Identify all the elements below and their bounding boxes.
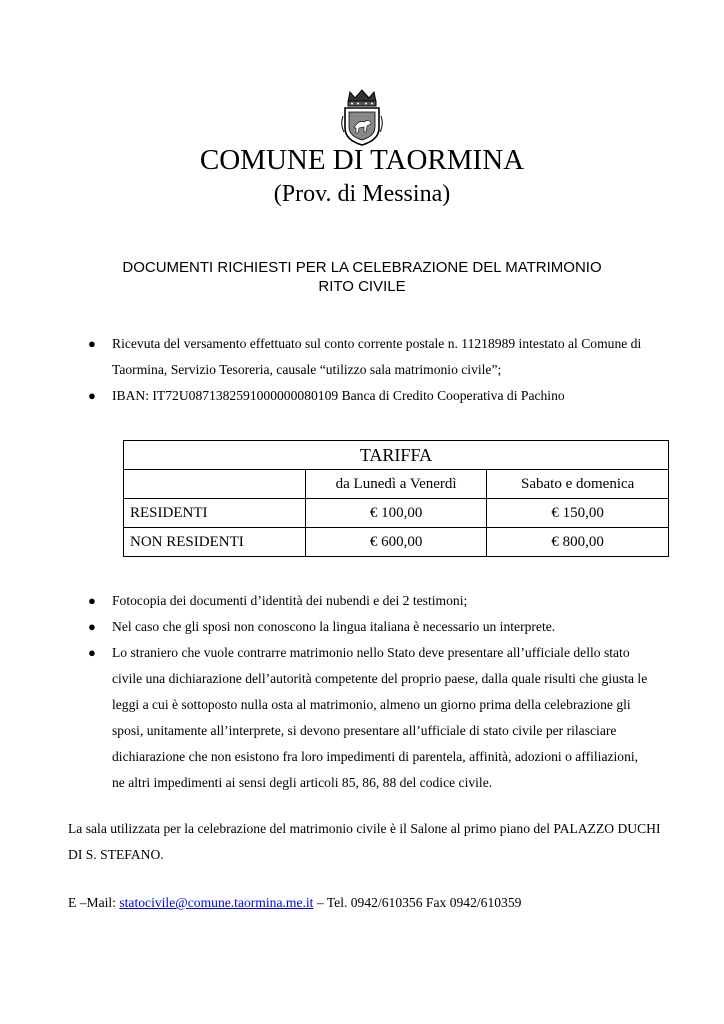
list-item — [88, 383, 648, 409]
table-header-row — [124, 470, 669, 499]
page-title: COMUNE DI TAORMINA — [199, 144, 525, 176]
list-item-text: Ricevuta del versamento effettuato sul conto corrente postale n. 11218989 intestato al Comune di Taormina, Servizio Tesoreria, causale “utilizzo sala matrimonio civile”; — [112, 336, 642, 377]
weekend-price: € 800,00 — [487, 528, 669, 557]
bullet-icon: ● — [88, 336, 96, 351]
bullet-icon: ● — [88, 645, 96, 660]
email-prefix: E –Mail: — [68, 895, 120, 910]
list-item-text: Lo straniero che vuole contrarre matrimonio nello Stato deve presentare all’ufficiale dello stato civile una dichiarazione dell’autorità competente del proprio paese, dalla quale risulti che giusta le leggi a cui è sottoposto nulla osta al matrimonio, almeno un giorno prima della celebrazione gli sposi, unitamente all’interprete, si devono presentare all’ufficiale di stato civile per rilasciare dichiarazione che non esistono fra loro impedimenti di parentela, affinità, adozioni o affiliazioni, ne altri impedimenti ai sensi degli articoli 85, 86, 88 del codice civile. — [112, 645, 648, 790]
table-row — [124, 499, 669, 528]
weekday-price: € 100,00 — [305, 499, 486, 528]
requirements-list-bottom — [88, 588, 648, 796]
list-item-text: Fotocopia dei documenti d’identità dei nubendi e dei 2 testimoni; — [112, 593, 468, 608]
email-link[interactable]: statocivile@comune.taormina.me.it — [119, 895, 314, 910]
row-label: NON RESIDENTI — [124, 528, 306, 557]
requirements-list-top — [88, 331, 648, 409]
document-heading-line1: DOCUMENTI RICHIESTI PER LA CELEBRAZIONE DEL MATRIMONIO — [122, 259, 602, 276]
table-header-empty — [124, 470, 306, 499]
list-item — [88, 331, 648, 383]
list-item-text: Nel caso che gli sposi non conoscono la lingua italiana è necessario un interprete. — [112, 619, 556, 634]
list-item — [88, 588, 648, 614]
row-label: RESIDENTI — [124, 499, 306, 528]
document-heading-line2: RITO CIVILE — [318, 278, 406, 295]
list-item-text: IBAN: IT72U0871382591000000080109 Banca di Credito Cooperativa di Pachino — [112, 388, 565, 403]
table-header-weekday: da Lunedì a Venerdì — [305, 470, 486, 499]
bullet-icon: ● — [88, 593, 96, 608]
weekday-price: € 600,00 — [305, 528, 486, 557]
list-item — [88, 640, 648, 796]
bullet-icon: ● — [88, 388, 96, 403]
tariff-table — [123, 440, 669, 557]
phone-fax: – Tel. 0942/610356 Fax 0942/610359 — [313, 895, 522, 910]
coat-of-arms-icon — [340, 88, 384, 146]
contact-line — [68, 892, 521, 914]
weekend-price: € 150,00 — [487, 499, 669, 528]
table-row — [124, 528, 669, 557]
bullet-icon: ● — [88, 619, 96, 634]
table-title: TARIFFA — [124, 441, 669, 470]
list-item — [88, 614, 648, 640]
page-subtitle: (Prov. di Messina) — [273, 181, 451, 207]
table-title-row — [124, 441, 669, 470]
closing-paragraph: La sala utilizzata per la celebrazione del matrimonio civile è il Salone al primo piano del PALAZZO DUCHI DI S. STEFANO. — [68, 821, 661, 862]
table-header-weekend: Sabato e domenica — [487, 470, 669, 499]
